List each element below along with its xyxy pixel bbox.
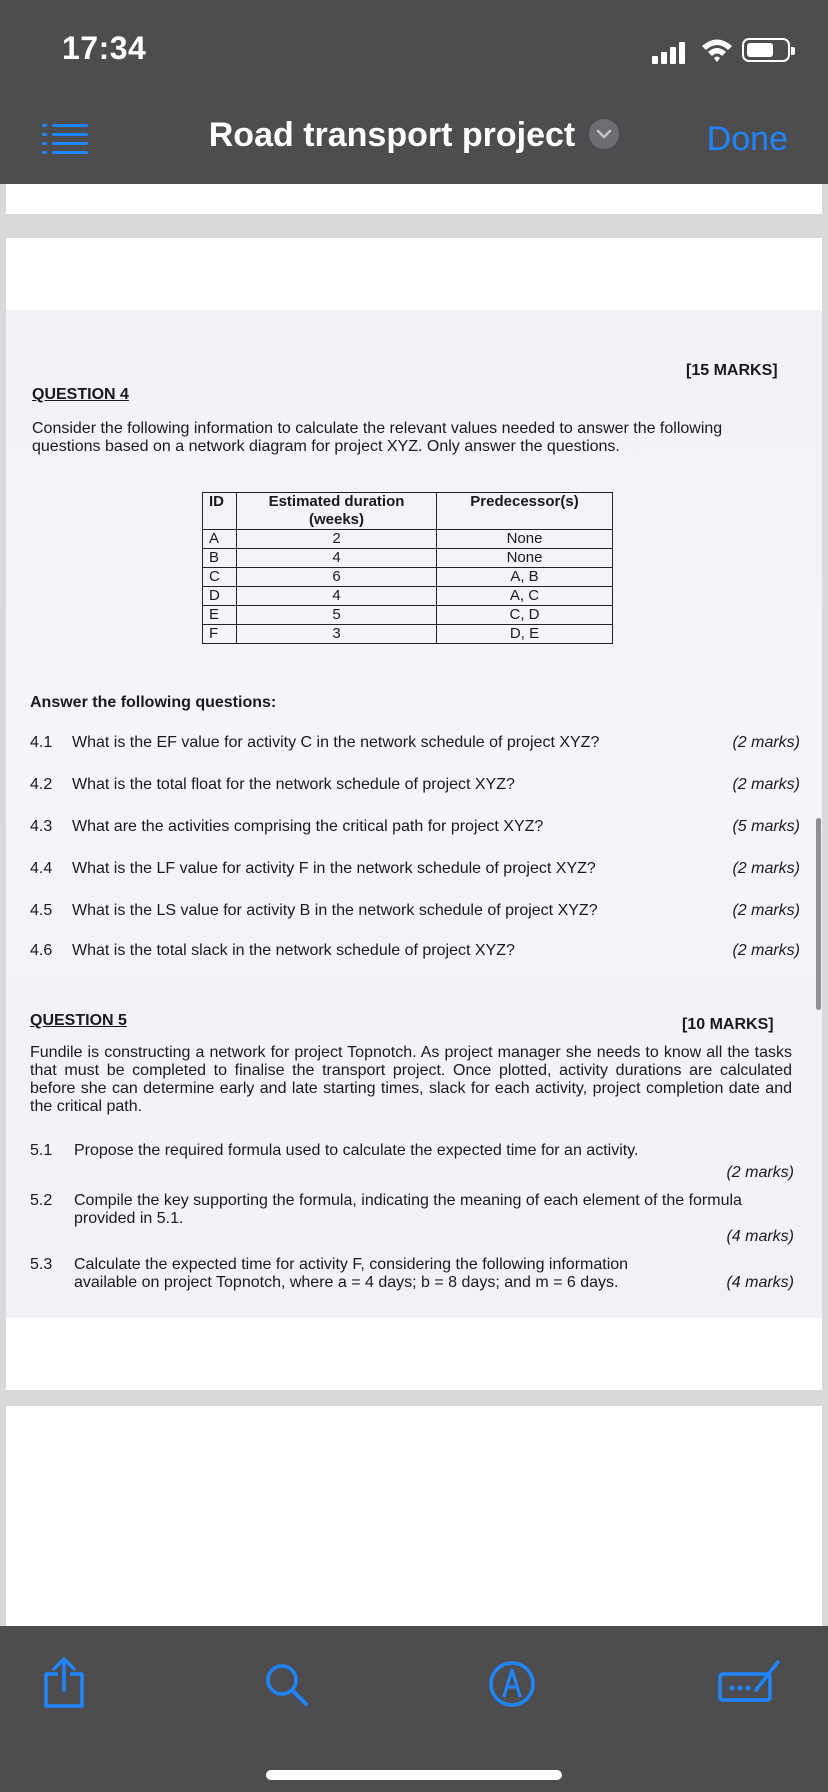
question-number: 4.6 <box>30 942 53 959</box>
search-icon[interactable] <box>258 1656 314 1712</box>
q5-item-marks: (2 marks) <box>726 1164 794 1181</box>
table-row <box>203 587 613 606</box>
table-header-duration: Estimated duration (weeks) <box>237 493 437 530</box>
q5-paragraph: Fundile is constructing a network for project Topnotch. As project manager she needs to know all the tasks that must be completed to finalise the transport project. Once plotted, activity durations are calculated before she can determine early and late starting times, slack for each activity, project completion date and the critical path. <box>30 1044 792 1115</box>
navigation-bar <box>0 96 828 184</box>
q5-item-marks: (4 marks) <box>726 1228 794 1245</box>
q4-intro-line2: questions based on a network diagram for project XYZ. Only answer the questions. <box>32 438 620 455</box>
question-item <box>30 860 800 882</box>
row-predecessors: D, E <box>437 625 613 644</box>
status-time: 17:34 <box>62 30 147 66</box>
chevron-down-icon[interactable] <box>589 119 619 149</box>
question-number: 4.1 <box>30 734 53 751</box>
q5-item-number: 5.1 <box>30 1142 53 1159</box>
row-id: D <box>203 587 237 606</box>
document-viewer[interactable] <box>0 184 828 1626</box>
row-duration: 4 <box>237 587 437 606</box>
q5-item <box>30 1256 798 1314</box>
next-page <box>6 1406 822 1626</box>
row-predecessors: None <box>437 530 613 549</box>
row-predecessors: A, C <box>437 587 613 606</box>
title-menu[interactable] <box>0 116 828 155</box>
q5-item-text: Compile the key supporting the formula, indicating the meaning of each element of the formula provided in 5.1. <box>74 1192 742 1227</box>
q5-item <box>30 1142 798 1182</box>
battery-icon <box>742 38 790 62</box>
q5-marks: [10 MARKS] <box>682 1016 774 1033</box>
question-text: What is the total slack in the network schedule of project XYZ? <box>72 942 515 959</box>
question-item <box>30 818 800 840</box>
row-id: A <box>203 530 237 549</box>
question-item <box>30 942 800 964</box>
row-predecessors: None <box>437 549 613 568</box>
question-text: What is the LF value for activity F in the network schedule of project XYZ? <box>72 860 596 877</box>
q4-intro-line1: Consider the following information to calculate the relevant values needed to answer the following <box>32 420 723 437</box>
row-id: C <box>203 568 237 587</box>
q5-item-number: 5.2 <box>30 1192 53 1209</box>
row-predecessors: A, B <box>437 568 613 587</box>
markup-icon[interactable] <box>484 1656 540 1712</box>
wifi-icon <box>700 36 734 64</box>
previous-page <box>6 184 822 214</box>
row-duration: 2 <box>237 530 437 549</box>
question-text: What is the EF value for activity C in the network schedule of project XYZ? <box>72 734 600 751</box>
row-id: B <box>203 549 237 568</box>
question-marks: (5 marks) <box>732 818 800 835</box>
question-marks: (2 marks) <box>732 776 800 793</box>
row-duration: 6 <box>237 568 437 587</box>
q4-marks: [15 MARKS] <box>686 362 778 379</box>
q5-item-number: 5.3 <box>30 1256 53 1273</box>
share-icon[interactable] <box>36 1656 92 1712</box>
question-text: What is the total float for the network schedule of project XYZ? <box>72 776 515 793</box>
question-text: What are the activities comprising the critical path for project XYZ? <box>72 818 544 835</box>
document-title[interactable]: Road transport project <box>208 116 576 154</box>
q5-item <box>30 1192 798 1250</box>
row-predecessors: C, D <box>437 606 613 625</box>
done-button[interactable]: Done <box>706 120 788 158</box>
table-header-id: ID <box>203 493 237 530</box>
q5-item-marks: (4 marks) <box>726 1274 794 1291</box>
table-row <box>203 549 613 568</box>
question-item <box>30 734 800 756</box>
status-bar <box>0 0 828 96</box>
activity-table <box>202 492 613 644</box>
bottom-toolbar <box>0 1626 828 1792</box>
q5-item-text: Propose the required formula used to calculate the expected time for an activity. <box>74 1142 639 1159</box>
current-page <box>6 238 822 1390</box>
q4-heading: QUESTION 4 <box>32 386 129 403</box>
question-number: 4.4 <box>30 860 53 877</box>
row-duration: 4 <box>237 549 437 568</box>
row-id: E <box>203 606 237 625</box>
table-header-predecessors: Predecessor(s) <box>437 493 613 530</box>
signature-icon[interactable] <box>712 1656 784 1712</box>
table-row <box>203 530 613 549</box>
q5-heading: QUESTION 5 <box>30 1012 127 1029</box>
row-id: F <box>203 625 237 644</box>
question-item <box>30 902 800 924</box>
question-marks: (2 marks) <box>732 902 800 919</box>
scroll-indicator[interactable] <box>816 818 821 1010</box>
table-row <box>203 568 613 587</box>
question-number: 4.3 <box>30 818 53 835</box>
question-item <box>30 776 800 798</box>
home-indicator[interactable] <box>266 1770 562 1780</box>
question-marks: (2 marks) <box>732 942 800 959</box>
row-duration: 5 <box>237 606 437 625</box>
scanned-page <box>6 310 822 1318</box>
q5-item-text: Calculate the expected time for activity F, considering the following information available on project Topnotch, where a = 4 days; b = 8 days; and m = 6 days. <box>74 1256 629 1291</box>
table-row <box>203 606 613 625</box>
table-row <box>203 625 613 644</box>
cellular-signal-icon <box>652 40 690 64</box>
question-text: What is the LS value for activity B in the network schedule of project XYZ? <box>72 902 598 919</box>
answer-heading: Answer the following questions: <box>30 694 277 711</box>
question-number: 4.2 <box>30 776 53 793</box>
question-number: 4.5 <box>30 902 53 919</box>
question-marks: (2 marks) <box>732 860 800 877</box>
row-duration: 3 <box>237 625 437 644</box>
question-marks: (2 marks) <box>732 734 800 751</box>
